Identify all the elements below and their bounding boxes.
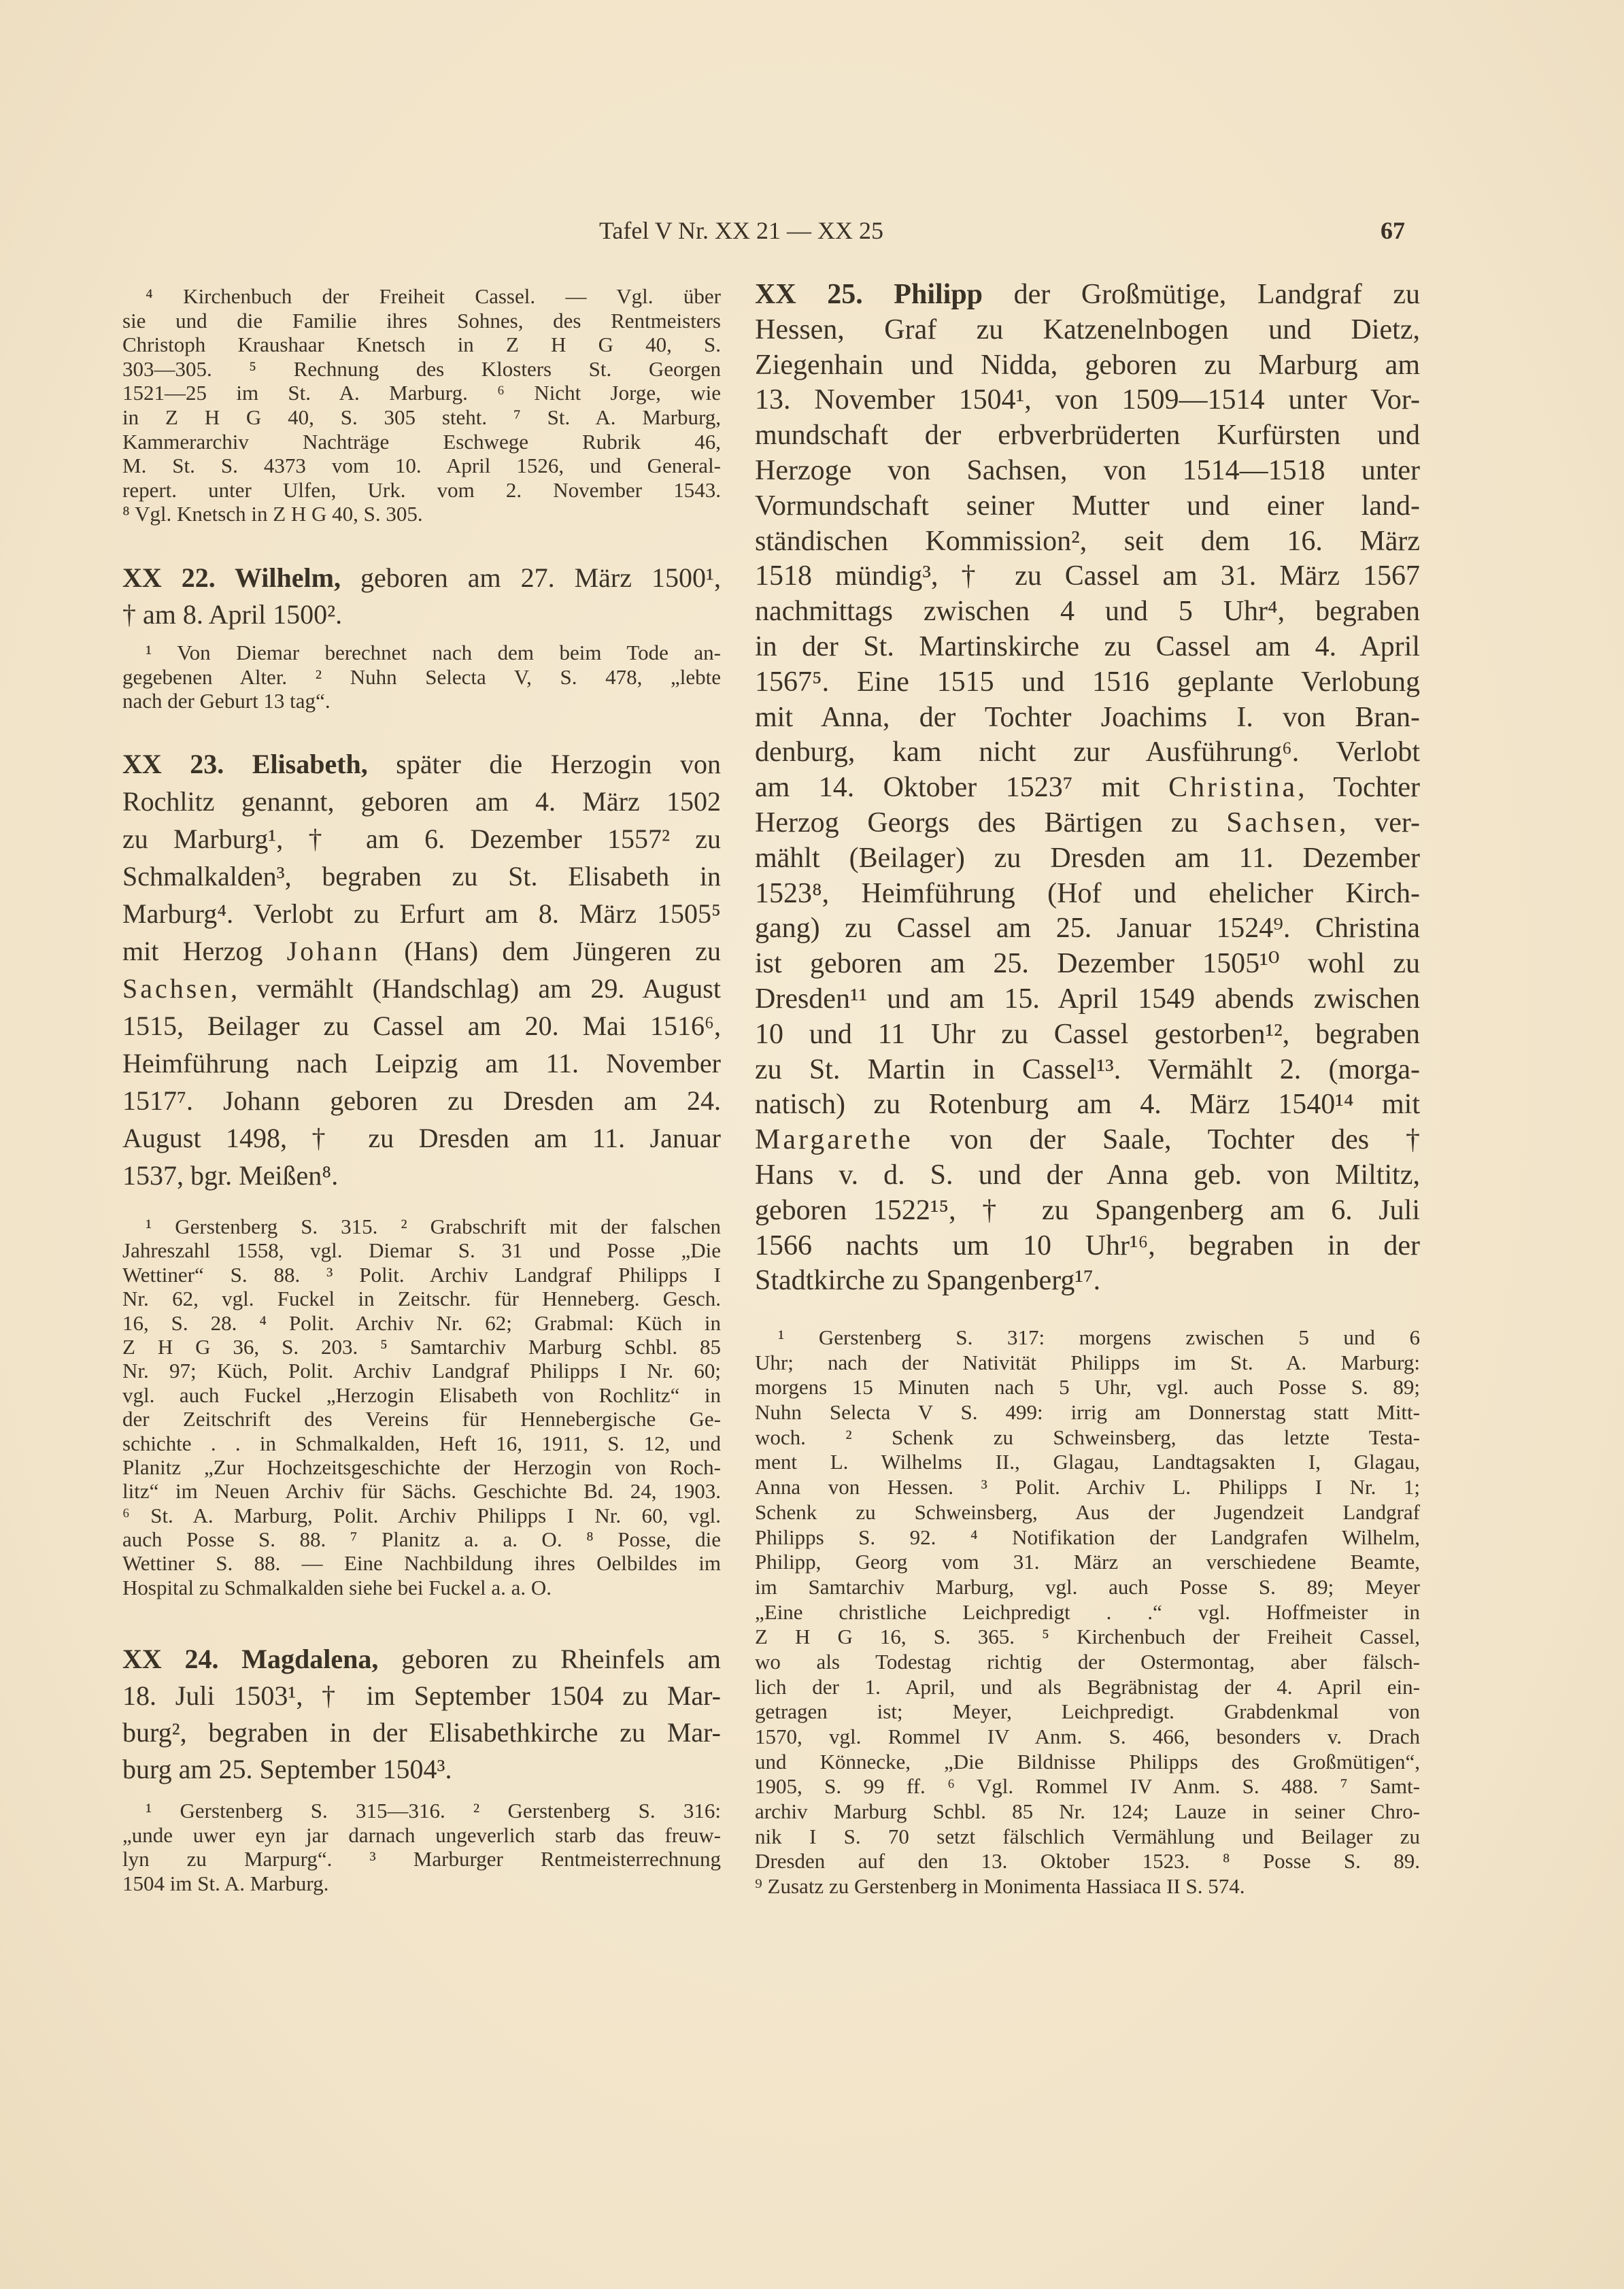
text-line: Stadtkirche zu Spangenberg¹⁷.: [755, 1265, 1101, 1297]
text-line: 1570, vgl. Rommel IV Anm. S. 466, besonders v. Drach: [755, 1725, 1420, 1748]
text-line: 1521—25 im St. A. Marburg. ⁶ Nicht Jorge, wie: [122, 381, 721, 405]
text-line: [122, 970, 721, 1007]
text-segment: geboren zu Rheinfels am: [378, 1644, 721, 1674]
text-line: mit Anna, der Tochter Joachims I. von Bran-: [755, 701, 1420, 733]
text-line: Schmalkalden³, begraben zu St. Elisabeth in: [122, 861, 721, 892]
text-line: Hans v. d. S. und der Anna geb. von Miltitz,: [755, 1159, 1420, 1191]
text-line: ständischen Kommission², seit dem 16. März: [755, 525, 1420, 557]
text-line: Z H G 16, S. 365. ⁵ Kirchenbuch der Freiheit Cassel,: [755, 1625, 1420, 1649]
text-line: Dresden auf den 13. Oktober 1523. ⁸ Posse S. 89.: [755, 1849, 1420, 1873]
text-line: Dresden¹¹ und am 15. April 1549 abends zwischen: [755, 983, 1420, 1015]
text-line: Jahreszahl 1558, vgl. Diemar S. 31 und Posse „Die: [122, 1238, 721, 1263]
footnotes-xx25: [755, 1325, 1420, 1899]
entry-xx22-wilhelm: [122, 560, 721, 633]
text-line: zu St. Martin in Cassel¹³. Vermählt 2. (morga-: [755, 1053, 1420, 1085]
text-segment: später die Herzogin von: [367, 749, 722, 779]
text-line: 1523⁸, Heimführung (Hof und ehelicher Kirch-: [755, 877, 1420, 909]
text-line: Nr. 97; Küch, Polit. Archiv Landgraf Philipps I Nr. 60;: [122, 1359, 721, 1383]
text-line: 18. Juli 1503¹, † im September 1504 zu Mar-: [122, 1680, 721, 1711]
text-line: 10 und 11 Uhr zu Cassel gestorben¹², begraben: [755, 1018, 1420, 1050]
text-segment: der Großmütige, Landgraf zu: [983, 279, 1420, 310]
entry-heading: XX 23. Elisabeth,: [122, 749, 368, 779]
text-line: 1567⁵. Eine 1515 und 1516 geplante Verlobung: [755, 666, 1420, 698]
text-line: morgens 15 Minuten nach 5 Uhr, vgl. auch Posse S. 89;: [755, 1375, 1420, 1400]
text-line: Herzoge von Sachsen, von 1514—1518 unter: [755, 454, 1420, 486]
entry-heading: XX 22. Wilhelm,: [122, 562, 341, 593]
text-segment: , vermählt (Handschlag) am 29. August: [231, 973, 721, 1004]
text-line: ⁶ St. A. Marburg, Polit. Archiv Philipps I Nr. 60, vgl.: [122, 1503, 721, 1527]
text-line: der Zeitschrift des Vereins für Hennebergische Ge-: [122, 1407, 721, 1431]
text-line: [122, 932, 721, 970]
text-segment: von der Saale, Tochter des †: [913, 1124, 1420, 1156]
text-line: ist geboren am 25. Dezember 1505¹⁰ wohl zu: [755, 948, 1420, 980]
footnotes-xx21: [122, 284, 721, 526]
text-line: sie und die Familie ihres Sohnes, des Rentmeisters: [122, 308, 721, 333]
text-line: auch Posse S. 88. ⁷ Planitz a. a. O. ⁸ Posse, die: [122, 1527, 721, 1552]
text-line: Uhr; nach der Nativität Philipps im St. A. Marburg:: [755, 1350, 1420, 1374]
text-line: [755, 1123, 1420, 1158]
text-line: ¹ Gerstenberg S. 315. ² Grabschrift mit der falschen: [146, 1215, 721, 1238]
text-line: burg², begraben in der Elisabethkirche zu Mar-: [122, 1717, 721, 1748]
text-line: 1566 nachts um 10 Uhr¹⁶, begraben in der: [755, 1230, 1420, 1261]
text-segment: mit Herzog: [122, 936, 287, 966]
text-line: in der St. Martinskirche zu Cassel am 4. April: [755, 630, 1420, 662]
text-line: ⁹ Zusatz zu Gerstenberg in Monimenta Hassiaca II S. 574.: [755, 1874, 1245, 1899]
spaced-name: Margarethe: [755, 1124, 913, 1156]
entry-xx24-magdalena: [122, 1641, 721, 1788]
entry-heading: XX 24. Magdalena,: [122, 1644, 379, 1674]
text-line: Z H G 36, S. 203. ⁵ Samtarchiv Marburg Schbl. 85: [122, 1334, 721, 1359]
spaced-name: Christina: [1168, 772, 1298, 804]
text-line: Kammerarchiv Nachträge Eschwege Rubrik 46,: [122, 429, 721, 454]
text-line: lich der 1. April, und als Begräbnistag der 4. April ein-: [755, 1674, 1420, 1699]
text-line: litz“ im Neuen Archiv für Sächs. Geschichte Bd. 24, 1903.: [122, 1479, 721, 1504]
text-line: 1905, S. 99 ff. ⁶ Vgl. Rommel IV Anm. S. 488. ⁷ Samt-: [755, 1774, 1420, 1799]
text-line: Wettiner S. 88. — Eine Nachbildung ihres Oelbildes im: [122, 1551, 721, 1576]
spaced-name: Johann: [286, 936, 380, 966]
text-line: Rochlitz genannt, geboren am 4. März 1502: [122, 786, 721, 817]
text-line: in Z H G 40, S. 305 steht. ⁷ St. A. Marburg,: [122, 405, 721, 429]
spaced-name: Sachsen: [122, 973, 231, 1004]
text-line: gegebenen Alter. ² Nuhn Selecta V, S. 478, „lebte: [122, 664, 721, 689]
text-line: nik I S. 70 setzt fälschlich Vermählung und Beilager zu: [755, 1824, 1420, 1848]
text-line: ment L. Wilhelms II., Glagau, Landtagsakten I, Glagau,: [755, 1450, 1420, 1474]
text-line: † am 8. April 1500².: [122, 599, 343, 630]
text-line: Planitz „Zur Hochzeitsgeschichte der Herzogin von Roch-: [122, 1455, 721, 1479]
entry-xx25-philipp: [755, 277, 1420, 1299]
text-segment: Herzog Georgs des Bärtigen zu: [755, 807, 1227, 838]
text-line: ¹ Von Diemar berechnet nach dem beim Tode an-: [146, 641, 721, 664]
text-line: nach der Geburt 13 tag“.: [122, 689, 331, 713]
text-line: gang) zu Cassel am 25. Januar 1524⁹. Christina: [755, 913, 1420, 945]
text-line: Wettiner“ S. 88. ³ Polit. Archiv Landgraf Philipps I: [122, 1262, 721, 1287]
text-line: Anna von Hessen. ³ Polit. Archiv L. Philipps I Nr. 1;: [755, 1475, 1420, 1499]
text-line: [755, 277, 1420, 313]
text-line: [122, 1641, 721, 1678]
entry-xx23-elisabeth: [122, 745, 721, 1194]
text-line: Christoph Kraushaar Knetsch in Z H G 40, S.: [122, 333, 721, 357]
text-line: Nuhn Selecta V S. 499: irrig am Donnerstag statt Mitt-: [755, 1400, 1420, 1425]
text-line: geboren 1522¹⁵, † zu Spangenberg am 6. Juli: [755, 1194, 1420, 1226]
text-line: nachmittags zwischen 4 und 5 Uhr⁴, begraben: [755, 596, 1420, 628]
text-line: Vormundschaft seiner Mutter und einer land-: [755, 490, 1420, 522]
text-segment: , Tochter: [1298, 772, 1420, 804]
text-line: August 1498, † zu Dresden am 11. Januar: [122, 1123, 721, 1153]
text-line: wo als Todestag richtig der Ostermontag, aber fälsch-: [755, 1649, 1420, 1674]
text-line: [122, 745, 721, 783]
footnotes-xx22: [122, 641, 721, 713]
text-line: Hospital zu Schmalkalden siehe bei Fuckel a. a. O.: [122, 1575, 552, 1599]
text-line: M. St. S. 4373 vom 10. April 1526, und General-: [122, 454, 721, 478]
text-line: [755, 770, 1420, 806]
text-line: vgl. auch Fuckel „Herzogin Elisabeth von Rochlitz“ in: [122, 1383, 721, 1407]
text-line: woch. ² Schenk zu Schweinsberg, das letzte Testa-: [755, 1425, 1420, 1449]
footnotes-xx23: [122, 1215, 721, 1599]
text-line: archiv Marburg Schbl. 85 Nr. 124; Lauze in seiner Chro-: [755, 1799, 1420, 1824]
text-line: Philipps S. 92. ⁴ Notifikation der Landgrafen Wilhelm,: [755, 1525, 1420, 1549]
text-line: ¹ Gerstenberg S. 317: morgens zwischen 5 und 6: [778, 1325, 1420, 1349]
spaced-name: Sachsen: [1226, 807, 1339, 838]
text-line: 1518 mündig³, † zu Cassel am 31. März 1567: [755, 560, 1420, 592]
text-line: und Könnecke, „Die Bildnisse Philipps des Großmütigen“,: [755, 1749, 1420, 1774]
text-line: 1504 im St. A. Marburg.: [122, 1871, 329, 1895]
text-line: „Eine christliche Leichpredigt . .“ vgl. Hoffmeister in: [755, 1599, 1420, 1624]
text-line: ¹ Gerstenberg S. 315—316. ² Gerstenberg S. 316:: [146, 1799, 721, 1822]
text-line: [755, 806, 1420, 841]
text-segment: , ver-: [1338, 807, 1420, 838]
text-line: mundschaft der erbverbrüderten Kurfürsten und: [755, 420, 1420, 452]
text-line: „unde uwer eyn jar darnach ungeverlich starb das freuw-: [122, 1822, 721, 1847]
text-line: ⁸ Vgl. Knetsch in Z H G 40, S. 305.: [122, 502, 423, 526]
text-line: repert. unter Ulfen, Urk. vom 2. November 1543.: [122, 477, 721, 502]
text-line: Hessen, Graf zu Katzenelnbogen und Dietz,: [755, 313, 1420, 345]
text-line: 16, S. 28. ⁴ Polit. Archiv Nr. 62; Grabmal: Küch in: [122, 1310, 721, 1335]
text-line: [122, 560, 721, 596]
text-line: 13. November 1504¹, von 1509—1514 unter Vor-: [755, 384, 1420, 416]
text-line: 1515, Beilager zu Cassel am 20. Mai 1516⁶,: [122, 1011, 721, 1041]
text-line: denburg, kam nicht zur Ausführung⁶. Verlobt: [755, 736, 1420, 768]
page-number: 67: [1381, 217, 1405, 244]
text-line: Ziegenhain und Nidda, geboren zu Marburg am: [755, 349, 1420, 381]
text-line: zu Marburg¹, † am 6. Dezember 1557² zu: [122, 824, 721, 854]
text-line: lyn zu Marpurg“. ³ Marburger Rentmeisterrechnung: [122, 1847, 721, 1871]
text-segment: (Hans) dem Jüngeren zu: [379, 936, 721, 966]
text-line: Philipp, Georg vom 31. März an verschiedene Beamte,: [755, 1550, 1420, 1574]
text-segment: am 14. Oktober 1523⁷ mit: [755, 772, 1169, 804]
text-line: im Samtarchiv Marburg, vgl. auch Posse S. 89; Meyer: [755, 1574, 1420, 1599]
text-line: 303—305. ⁵ Rechnung des Klosters St. Georgen: [122, 356, 721, 381]
text-line: Nr. 62, vgl. Fuckel in Zeitschr. für Henneberg. Gesch.: [122, 1287, 721, 1311]
text-line: burg am 25. September 1504³.: [122, 1754, 452, 1784]
running-head: Tafel V Nr. XX 21 — XX 25: [598, 217, 884, 244]
text-line: ⁴ Kirchenbuch der Freiheit Cassel. — Vgl. über: [146, 284, 721, 308]
text-line: 1537, bgr. Meißen⁸.: [122, 1160, 339, 1191]
footnotes-xx24: [122, 1799, 721, 1895]
text-line: Marburg⁴. Verlobt zu Erfurt am 8. März 1505⁵: [122, 898, 721, 929]
text-line: natisch) zu Rotenburg am 4. März 1540¹⁴ mit: [755, 1089, 1420, 1121]
text-line: schichte . . in Schmalkalden, Heft 16, 1911, S. 12, und: [122, 1431, 721, 1455]
entry-heading: XX 25. Philipp: [755, 279, 983, 310]
text-line: Heimführung nach Leipzig am 11. November: [122, 1048, 721, 1079]
text-line: 1517⁷. Johann geboren zu Dresden am 24.: [122, 1085, 721, 1116]
text-segment: geboren am 27. März 1500¹,: [340, 562, 721, 593]
text-line: Schenk zu Schweinsberg, Aus der Jugendzeit Landgraf: [755, 1499, 1420, 1524]
text-line: mählt (Beilager) zu Dresden am 11. Dezember: [755, 842, 1420, 874]
text-line: getragen ist; Meyer, Leichpredigt. Grabdenkmal von: [755, 1699, 1420, 1724]
